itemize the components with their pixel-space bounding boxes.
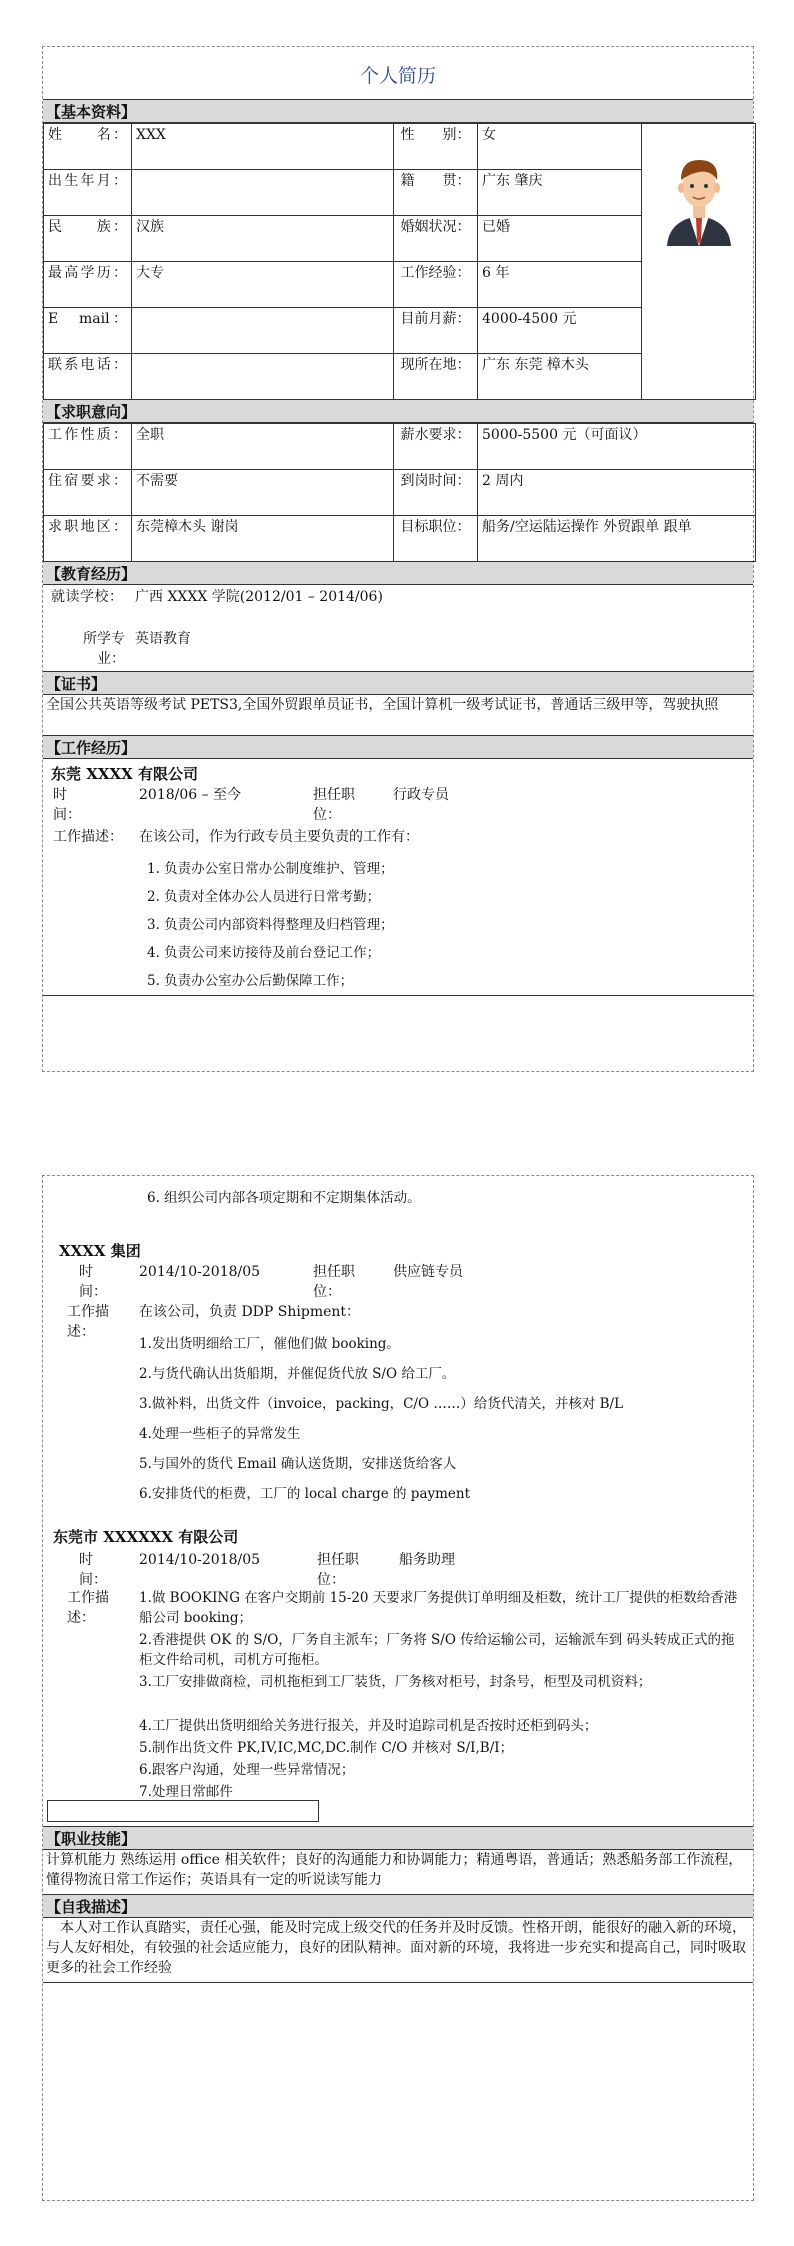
school-label: 就读学校： — [51, 589, 123, 605]
name-value: XXX — [132, 124, 394, 170]
job2-item: 2.与货代确认出货船期，并催促货代放 S/O 给工厂。 — [139, 1366, 456, 1382]
job3-item: 6.跟客户沟通，处理一些异常情况； — [139, 1762, 355, 1778]
section-self-header: 【自我描述】 — [43, 1894, 753, 1918]
major-label: 所学专业： — [83, 631, 125, 667]
job1-item: 3. 负责公司内部资料得整理及归档管理； — [147, 917, 394, 933]
job1-role-value: 行政专员 — [393, 787, 449, 803]
origin-value: 广东 肇庆 — [478, 170, 642, 216]
degree-value: 大专 — [132, 262, 394, 308]
section-cert-header: 【证书】 — [43, 671, 753, 695]
job1-intro: 在该公司，作为行政专员主要负责的工作有： — [139, 829, 419, 845]
basic-info-table — [43, 123, 756, 400]
job3-item: 1.做 BOOKING 在客户交期前 15-20 天要求厂务提供订单明细及柜数，统计工厂提供的柜数给香港船公司 booking； — [139, 1590, 738, 1626]
job2-desc-label: 工作描述： — [67, 1304, 109, 1340]
page2-bottom-rule — [43, 1982, 753, 1983]
nation-value: 汉族 — [132, 216, 394, 262]
expected-salary-value: 5000-5500 元（可面议） — [478, 424, 756, 470]
job3-desc-label: 工作描述： — [67, 1590, 109, 1626]
job1-time-value: 2018/06 – 至今 — [139, 787, 242, 803]
birth-label: 出生年月： — [44, 170, 132, 216]
job2-item: 6.安排货代的柜费，工厂的 local charge 的 payment — [139, 1486, 471, 1502]
job3-item: 3.工厂安排做商检，司机拖柜到工厂装货，厂务核对柜号，封条号，柜型及司机资料； — [139, 1674, 652, 1690]
target-label: 目标职位： — [394, 516, 478, 562]
salary-value: 4000-4500 元 — [478, 308, 642, 354]
job2-time-label: 时 间： — [79, 1264, 107, 1300]
degree-label: 最高学历： — [44, 262, 132, 308]
residence-value: 广东 东莞 樟木头 — [478, 354, 642, 400]
job2-intro: 在该公司，负责 DDP Shipment： — [139, 1304, 361, 1320]
job1-desc-label: 工作描述： — [53, 829, 123, 845]
job2-item: 4.处理一些柜子的异常发生 — [139, 1426, 301, 1442]
nation-label: 民 族： — [44, 216, 132, 262]
job3-item: 5.制作出货文件 PK,IV,IC,MC,DC.制作 C/O 并核对 S/I,B/I； — [139, 1740, 514, 1756]
marital-value: 已婚 — [478, 216, 642, 262]
job1-item: 6. 组织公司内部各项定期和不定期集体活动。 — [147, 1190, 421, 1206]
resume-page-2 — [42, 1175, 754, 2201]
photo-cell — [642, 124, 756, 400]
major-value: 英语教育 — [135, 631, 191, 647]
job1-time-label: 时 间： — [53, 787, 81, 823]
job1-item: 1. 负责办公室日常办公制度维护、管理； — [147, 861, 394, 877]
job1-item: 5. 负责办公室办公后勤保障工作； — [147, 973, 354, 989]
job1-item: 4. 负责公司来访接待及前台登记工作； — [147, 945, 381, 961]
gender-label: 性 别： — [394, 124, 478, 170]
phone-value — [132, 354, 394, 400]
job1-role-label: 担任职位： — [313, 787, 355, 823]
work-type-label: 工作性质： — [44, 424, 132, 470]
page-title: 个人简历 — [359, 65, 436, 87]
name-label: 姓 名： — [44, 124, 132, 170]
salary-label: 目前月薪： — [394, 308, 478, 354]
housing-value: 不需要 — [132, 470, 394, 516]
email-value — [132, 308, 394, 354]
experience-label: 工作经验： — [394, 262, 478, 308]
arrival-value: 2 周内 — [478, 470, 756, 516]
job3-role-value: 船务助理 — [399, 1552, 455, 1568]
resume-page-1 — [42, 46, 754, 1072]
section-edu-header: 【教育经历】 — [43, 561, 753, 585]
job1-company: 东莞 XXXX 有限公司 — [51, 765, 198, 783]
job3-item: 4.工厂提供出货明细给关务进行报关，并及时追踪司机是否按时还柜到码头； — [139, 1718, 598, 1734]
job2-role-label: 担任职位： — [313, 1264, 355, 1300]
job2-role-value: 供应链专员 — [393, 1264, 463, 1280]
section-skills-header: 【职业技能】 — [43, 1826, 753, 1850]
job-intent-table — [43, 423, 756, 562]
job2-item: 5.与国外的货代 Email 确认送货期，安排送货给客人 — [139, 1456, 457, 1472]
job3-company: 东莞市 XXXXXX 有限公司 — [53, 1528, 239, 1546]
gender-value: 女 — [478, 124, 642, 170]
housing-label: 住宿要求： — [44, 470, 132, 516]
arrival-label: 到岗时间： — [394, 470, 478, 516]
job2-company: XXXX 集团 — [59, 1242, 141, 1260]
job3-time-label: 时 间： — [79, 1552, 107, 1588]
target-value: 船务/空运陆运操作 外贸跟单 跟单 — [478, 516, 756, 562]
section-intent-header: 【求职意向】 — [43, 399, 753, 423]
job3-role-label: 担任职位： — [317, 1552, 359, 1588]
self-description-text: 本人对工作认真踏实，责任心强，能及时完成上级交代的任务并及时反馈。性格开朗，能很好的融入新的环境，与人友好相处，有较强的社会适应能力，良好的团队精神。面对新的环境，我将进一步充实和提高自己，同时吸取更多的社会工作经验 — [46, 1920, 746, 1976]
area-value: 东莞樟木头 谢岗 — [132, 516, 394, 562]
job1-item: 2. 负责对全体办公人员进行日常考勤； — [147, 889, 381, 905]
section-work-header: 【工作经历】 — [43, 735, 753, 759]
origin-label: 籍 贯： — [394, 170, 478, 216]
school-value: 广西 XXXX 学院(2012/01 – 2014/06) — [135, 589, 383, 605]
section-basic-header: 【基本资料】 — [43, 99, 753, 123]
job2-time-value: 2014/10-2018/05 — [139, 1264, 261, 1280]
avatar — [659, 150, 739, 246]
area-label: 求职地区： — [44, 516, 132, 562]
expected-salary-label: 薪水要求： — [394, 424, 478, 470]
email-label: E mail： — [44, 308, 132, 354]
experience-value: 6 年 — [478, 262, 642, 308]
work-type-value: 全职 — [132, 424, 394, 470]
job3-item: 2.香港提供 OK 的 S/O，厂务自主派车；厂务将 S/O 传给运输公司，运输派车到 码头转成正式的拖柜文件给司机，司机方可拖柜。 — [139, 1632, 735, 1668]
certificates-text: 全国公共英语等级考试 PETS3,全国外贸跟单员证书，全国计算机一级考试证书，普通话三级甲等，驾驶执照 — [46, 697, 719, 713]
job2-item: 1.发出货明细给工厂，催他们做 booking。 — [139, 1336, 400, 1352]
phone-label: 联系电话： — [44, 354, 132, 400]
job3-time-value: 2014/10-2018/05 — [139, 1552, 261, 1568]
job2-item: 3.做补料，出货文件（invoice，packing，C/O ……）给货代清关，并核对 B/L — [139, 1396, 624, 1412]
birth-value — [132, 170, 394, 216]
job3-item: 7.处理日常邮件 — [139, 1784, 233, 1800]
residence-label: 现所在地： — [394, 354, 478, 400]
marital-label: 婚姻状况： — [394, 216, 478, 262]
empty-text-box — [47, 1800, 319, 1822]
page1-bottom-rule — [43, 995, 753, 996]
skills-text: 计算机能力 熟练运用 office 相关软件；良好的沟通能力和协调能力；精通粤语，普通话；熟悉船务部工作流程，懂得物流日常工作运作；英语具有一定的听说读写能力 — [46, 1852, 743, 1888]
